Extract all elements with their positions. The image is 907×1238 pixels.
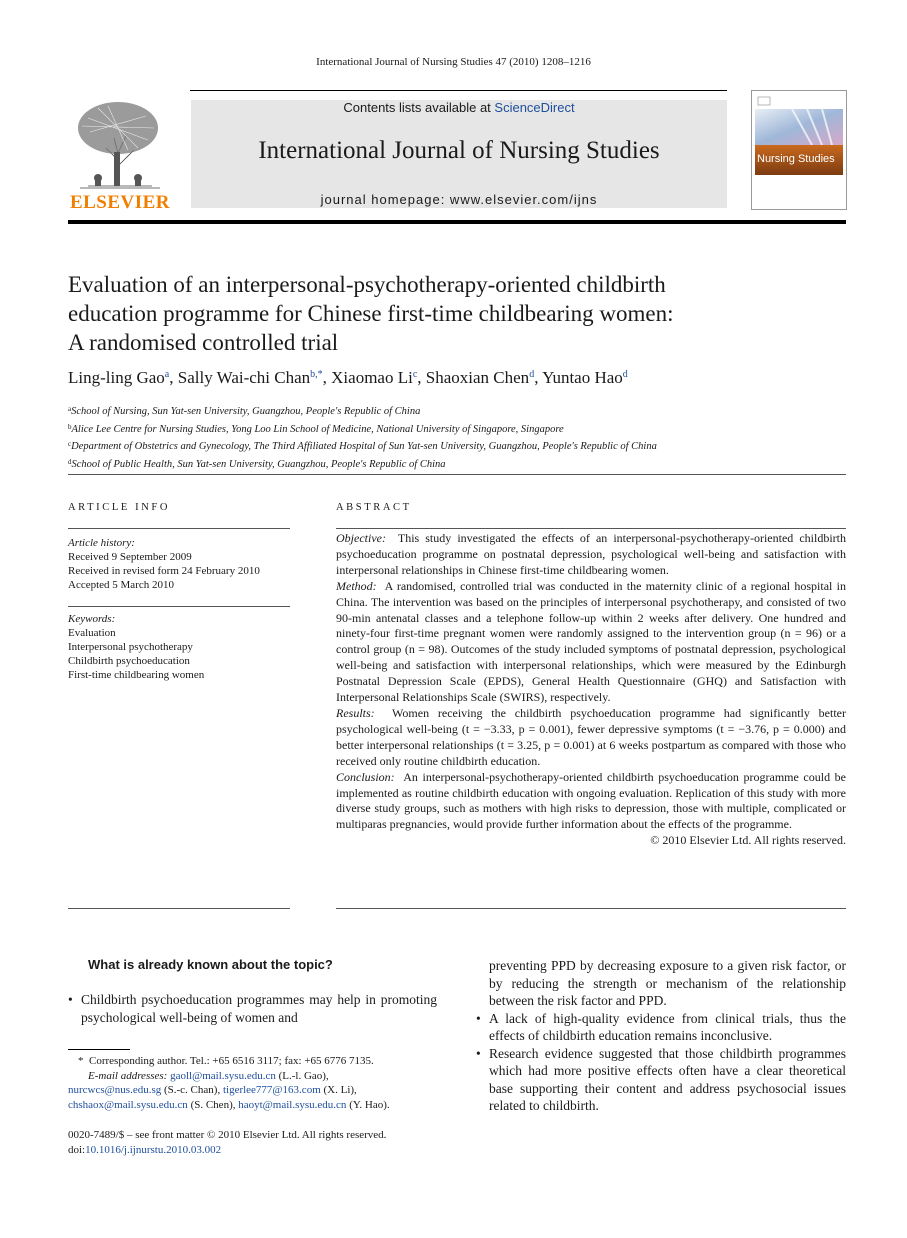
author-name: Xiaomao Li — [331, 368, 413, 387]
elsevier-wordmark: ELSEVIER — [69, 192, 171, 213]
email-owner: (L.-l. Gao), — [278, 1069, 329, 1082]
author-affil-link[interactable]: b,* — [310, 369, 323, 380]
front-matter — [68, 1128, 448, 1158]
affiliation-item — [68, 402, 848, 420]
author-separator: , — [169, 368, 178, 387]
issn-line: 0020-7489/$ – see front matter © 2010 Elsevier Ltd. All rights reserved. — [68, 1129, 387, 1141]
title-line: Evaluation of an interpersonal-psychotherapy-oriented childbirth — [68, 272, 666, 297]
abstract-body — [336, 531, 846, 849]
doi-line — [68, 1143, 448, 1158]
author-name: Yuntao Hao — [542, 368, 623, 387]
article-info-heading: ARTICLE INFO — [68, 502, 171, 513]
affiliations — [68, 402, 848, 472]
journal-title: International Journal of Nursing Studies — [258, 137, 660, 164]
sciencedirect-link[interactable]: ScienceDirect — [494, 100, 575, 115]
keyword-item: First-time childbearing women — [68, 669, 205, 681]
email-line — [68, 1083, 448, 1098]
history-item: Received 9 September 2009 — [68, 551, 192, 563]
bullet-icon: • — [68, 992, 73, 1007]
article-info-rule — [68, 528, 290, 529]
abstract-results — [336, 706, 846, 770]
contents-line — [191, 100, 727, 115]
author-separator: , — [534, 368, 543, 387]
journal-homepage[interactable]: journal homepage: www.elsevier.com/ijns — [320, 192, 598, 207]
article-title — [68, 270, 848, 357]
objective-label: Objective: — [336, 531, 386, 545]
email-line — [68, 1098, 448, 1113]
affiliation-key: a — [68, 405, 72, 413]
affiliation-text: School of Public Health, Sun Yat-sen University, Guangzhou, People's Republic of China — [71, 458, 446, 470]
footnotes — [68, 1054, 448, 1112]
affiliation-text: School of Nursing, Sun Yat-sen University, Guangzhou, People's Republic of China — [71, 406, 421, 417]
author-name: Ling-ling Gao — [68, 368, 165, 387]
doi-prefix: doi: — [68, 1144, 86, 1156]
conclusion-text: An interpersonal-psychotherapy-oriented childbirth psychoeducation programme could be implemented as routine childbirth education with ongoing evaluation. Replication of this study with more diverse study groups, such as mothers with high risks to depression, those with multiple, complicated or multiparas pregnancies, would provide further information about the effects of the programme. — [336, 769, 846, 832]
bullet-text: Childbirth psychoeducation programmes may help in promoting psychological well-being of women and — [81, 992, 437, 1025]
email-owner: (Y. Hao). — [349, 1098, 390, 1111]
abstract-rule — [336, 528, 846, 529]
results-label: Results: — [336, 705, 375, 720]
abstract-method — [336, 579, 846, 706]
title-line: education programme for Chinese first-time childbearing women: — [68, 301, 674, 326]
known-right-list — [476, 957, 846, 1115]
keyword-item: Evaluation — [68, 627, 116, 639]
history-item: Received in revised form 24 February 2010 — [68, 565, 260, 577]
doi-link[interactable]: 10.1016/j.ijnurstu.2010.03.002 — [85, 1144, 222, 1156]
abstract-objective — [336, 531, 846, 579]
title-line: A randomised controlled trial — [68, 330, 339, 355]
bullet-text: Research evidence suggested that those childbirth programmes which had more positive effects often have a clear theoretical base supporting their content and address psychosocial issues related to childbirth. — [489, 1045, 846, 1113]
footnote-rule — [68, 1049, 130, 1050]
keywords-label: Keywords: — [68, 613, 116, 625]
affiliation-text: Department of Obstetrics and Gynecology, The Third Affiliated Hospital of Sun Yat-sen University, Guangzhou, People's Republic of China — [71, 441, 657, 452]
email-owner: (S.-c. Chan), — [163, 1084, 221, 1096]
method-label: Method: — [336, 578, 377, 593]
email-owner: (S. Chen), — [190, 1098, 236, 1111]
corresponding-note — [68, 1054, 448, 1069]
known-bullet — [476, 1045, 846, 1115]
known-bullet — [68, 991, 437, 1026]
history-rule — [68, 606, 290, 607]
author-affil-link[interactable]: a — [164, 369, 170, 380]
bullet-text: A lack of high-quality evidence from clinical trials, thus the effects of childbirth education remains inconclusive. — [489, 1010, 846, 1043]
affiliation-item — [68, 437, 848, 455]
objective-text: This study investigated the effects of an interpersonal-psychotherapy-oriented childbirth psychoeducation programme on postnatal depression, psychological well-being and satisfaction with interpersonal relationships in Chinese first-time childbearing women. — [336, 531, 846, 577]
journal-cover-image — [751, 90, 847, 210]
article-info-bottom-rule — [68, 908, 290, 909]
email-line — [68, 1069, 448, 1084]
author-separator: , — [417, 368, 426, 387]
affiliations-rule — [68, 474, 846, 475]
email-link[interactable]: chshaox@mail.sysu.edu.cn — [68, 1098, 188, 1111]
abstract-heading: ABSTRACT — [336, 502, 412, 513]
author-affil-link[interactable]: d — [529, 369, 535, 380]
author-affil-link[interactable]: c — [412, 369, 418, 380]
cover-title: Nursing Studies — [757, 153, 835, 165]
email-link[interactable]: gaoll@mail.sysu.edu.cn — [170, 1069, 276, 1082]
method-text: A randomised, controlled trial was conducted in the maternity clinic of a regional hospital in China. The intervention was based on the principles of interpersonal psychotherapy, and consisted of two 90-min antenatal classes and a telephone follow-up within 2 weeks after delivery. One hundred and ninety-four first-time pregnant women were randomly assigned to the intervention group (n = 96) or a control group (n = 98). Outcomes of the study included symptoms of postnatal depression, psychological well-being and satisfaction with interpersonal relationships, which were measured by the Edinburgh Postnatal Depression Scale (EPDS), General Health Questionnaire (GHQ) and Satisfaction with Interpersonal Relationships Scale (SWIRS), respectively. — [336, 578, 847, 705]
keyword-item: Childbirth psychoeducation — [68, 655, 190, 667]
running-citation: International Journal of Nursing Studies 47 (2010) 1208–1216 — [316, 56, 591, 68]
affiliation-text: Alice Lee Centre for Nursing Studies, Yong Loo Lin School of Medicine, National University of Singapore, Singapore — [71, 423, 564, 435]
results-text: Women receiving the childbirth psychoeducation programme had significantly better psychological well-being (t = −3.33, p = 0.001), fewer depressive symptoms (t = −3.76, p = 0.000) and better interpersonal relationships (t = 3.25, p = 0.001) at 6 weeks postpartum as compared with those who received only routine childbirth education. — [336, 705, 846, 768]
asterisk-mark: * — [78, 1055, 89, 1067]
corresponding-text: Corresponding author. Tel.: +65 6516 3117; fax: +65 6776 7135. — [89, 1055, 374, 1067]
known-continuation: preventing PPD by decreasing exposure to a given risk factor, or by reducing the strength or mechanism of the relationship between the risk factor and PPD. — [489, 958, 846, 1008]
affiliation-item — [68, 420, 848, 438]
email-owner: (X. Li), — [323, 1084, 357, 1096]
bullet-icon: • — [476, 1045, 481, 1061]
affiliation-key: d — [68, 457, 72, 466]
author-name: Shaoxian Chen — [425, 368, 530, 387]
email-label: E-mail addresses: — [88, 1069, 168, 1082]
article-history — [68, 536, 290, 592]
author-name: Sally Wai-chi Chan — [177, 368, 311, 387]
known-topic-heading: What is already known about the topic? — [88, 957, 333, 972]
abstract-conclusion — [336, 770, 846, 834]
keyword-item: Interpersonal psychotherapy — [68, 641, 193, 653]
author-affil-link[interactable]: d — [622, 369, 628, 380]
header-top-rule — [190, 90, 727, 91]
author-separator: , — [322, 368, 332, 387]
email-link[interactable]: haoyt@mail.sysu.edu.cn — [238, 1098, 347, 1111]
abstract-copyright: © 2010 Elsevier Ltd. All rights reserved. — [650, 833, 846, 848]
email-link[interactable]: nurcwcs@nus.edu.sg — [68, 1084, 162, 1096]
known-bullet — [476, 1010, 846, 1045]
contents-prefix: Contents lists available at — [343, 100, 495, 115]
affiliation-key: c — [68, 440, 72, 448]
email-link[interactable]: tigerlee777@163.com — [222, 1084, 321, 1096]
bullet-icon: • — [476, 1010, 481, 1026]
header-thick-rule — [68, 220, 846, 224]
history-label: Article history: — [68, 537, 135, 549]
affiliation-key: b — [68, 422, 72, 431]
abstract-bottom-rule — [336, 908, 846, 909]
known-left-list — [68, 991, 437, 1026]
history-item: Accepted 5 March 2010 — [68, 579, 174, 591]
conclusion-label: Conclusion: — [336, 769, 395, 784]
affiliation-item — [68, 455, 848, 473]
keywords-block — [68, 612, 290, 682]
author-list — [68, 368, 848, 388]
